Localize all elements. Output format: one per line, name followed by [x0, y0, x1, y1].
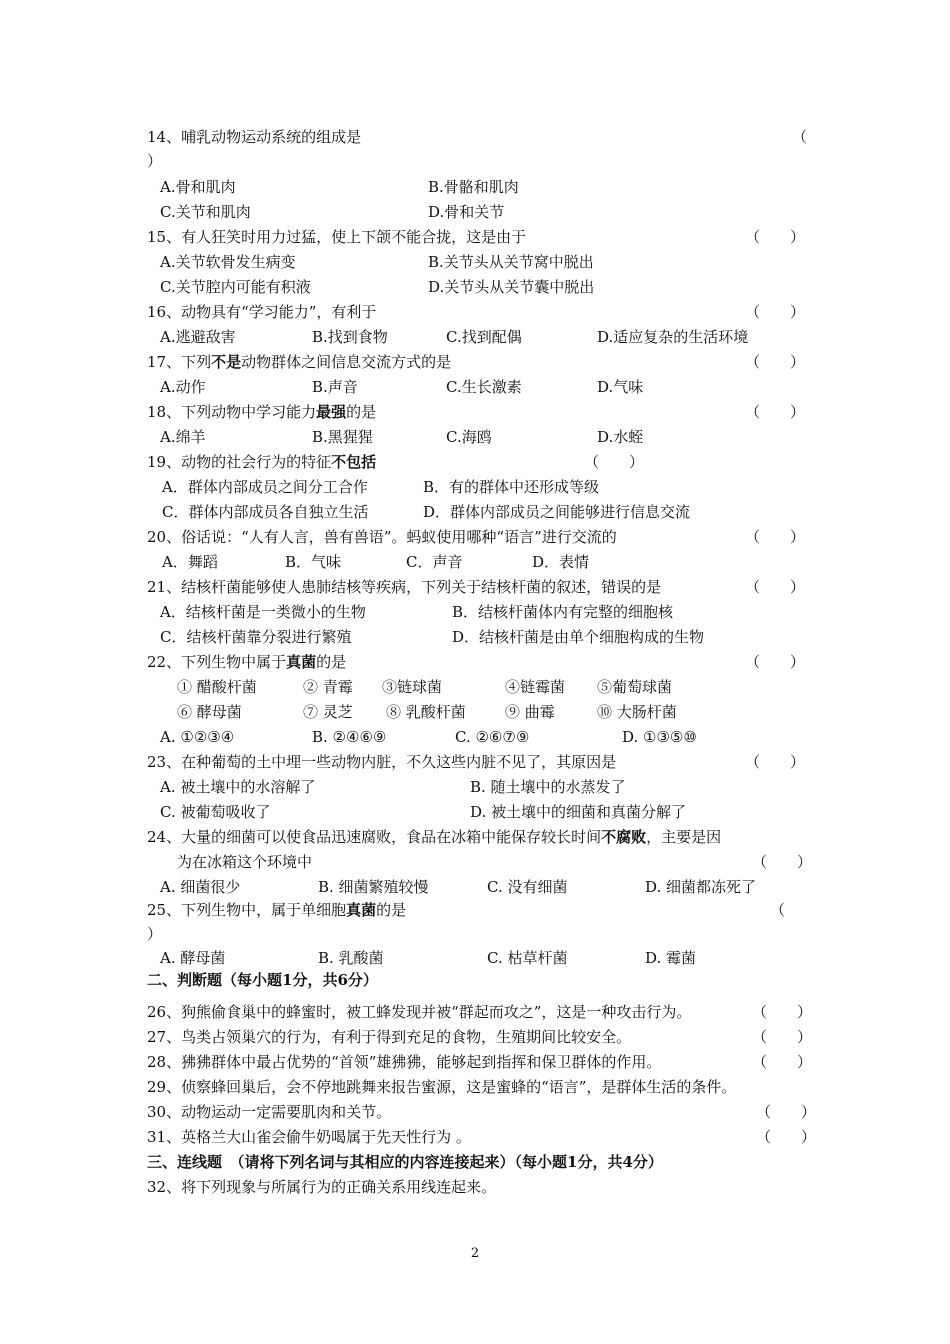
q24-option-d: D. 细菌都冻死了: [645, 878, 757, 896]
q20-answer-paren: （ ）: [745, 528, 806, 546]
q17-answer-paren: （ ）: [745, 353, 806, 371]
q14-option-a: A.骨和肌肉: [160, 178, 236, 196]
q22-item: ① 醋酸杆菌: [177, 678, 257, 696]
q15-stem: 15、有人狂笑时用力过猛，使上下颌不能合拢，这是由于: [147, 228, 527, 246]
q20-option-d: D．表情: [532, 553, 590, 571]
q21-option-d: D．结核杆菌是由单个细胞构成的生物: [452, 628, 705, 646]
q18-stem: 18、下列动物中学习能力最强的是: [147, 403, 377, 421]
q19-option-b: B．有的群体中还形成等级: [423, 478, 600, 496]
q15-option-c: C.关节腔内可能有积液: [160, 278, 311, 296]
q24-option-c: C. 没有细菌: [487, 878, 568, 896]
q18-answer-paren: （ ）: [745, 403, 806, 421]
q26-text: 26、狗熊偷食巢中的蜂蜜时，被工蜂发现并被“群起而攻之”，这是一种攻击行为。: [147, 1003, 692, 1021]
q24-stem-cont: 为在冰箱这个环境中: [177, 853, 313, 871]
page-number: 2: [470, 1246, 480, 1261]
q25-option-b: B. 乳酸菌: [318, 949, 384, 967]
q15-option-b: B.关节头从关节窝中脱出: [428, 253, 594, 271]
q22-option-d: D. ①③⑤⑩: [622, 728, 697, 746]
q16-option-b: B.找到食物: [312, 328, 388, 346]
q16-option-c: C.找到配偶: [446, 328, 522, 346]
q17-stem: 17、下列不是动物群体之间信息交流方式的是: [147, 353, 452, 371]
q22-item: ⑩ 大肠杆菌: [597, 703, 677, 721]
q22-item: ② 青霉: [303, 678, 353, 696]
q23-option-d: D. 被土壤中的细菌和真菌分解了: [470, 803, 687, 821]
q22-item: ⑦ 灵芝: [303, 703, 353, 721]
q22-option-b: B. ②④⑥⑨: [312, 728, 387, 746]
q14-paren-close: ）: [147, 152, 163, 170]
q22-stem: 22、下列生物中属于真菌的是: [147, 653, 347, 671]
q21-option-a: A．结核杆菌是一类微小的生物: [160, 603, 366, 621]
q19-stem: 19、动物的社会行为的特征不包括: [147, 453, 377, 471]
q30-answer-paren: （ ）: [756, 1103, 817, 1121]
q22-item: ⑤葡萄球菌: [597, 678, 673, 696]
q20-option-b: B．气味: [285, 553, 342, 571]
q19-option-a: A．群体内部成员之间分工合作: [162, 478, 368, 496]
q22-option-c: C. ②⑥⑦⑨: [455, 728, 530, 746]
q23-option-a: A. 被土壤中的水溶解了: [160, 778, 316, 796]
q24-stem: 24、大量的细菌可以使食品迅速腐败，食品在冰箱中能保存较长时间不腐败，主要是因: [147, 828, 722, 846]
q25-stem: 25、下列生物中，属于单细胞真菌的是: [147, 901, 407, 919]
q21-stem: 21、结核杆菌能够使人患肺结核等疾病，下列关于结核杆菌的叙述，错误的是: [147, 578, 662, 596]
q17-option-d: D.气味: [597, 378, 644, 396]
q20-stem: 20、俗话说：“人有人言，兽有兽语”。蚂蚁使用哪种“语言”进行交流的: [147, 528, 617, 546]
section-3-heading: 三、连线题 （请将下列名词与其相应的内容连接起来）（每小题1分，共4分）: [147, 1153, 663, 1171]
q16-option-a: A.逃避敌害: [160, 328, 236, 346]
q22-item: ④链霉菌: [505, 678, 566, 696]
q18-option-b: B.黑猩猩: [312, 428, 373, 446]
q17-option-c: C.生长激素: [446, 378, 522, 396]
q26-answer-paren: （ ）: [752, 1003, 813, 1021]
q22-option-a: A. ①②③④: [160, 728, 235, 746]
q14-paren-open: （: [792, 128, 808, 146]
q17-option-a: A.动作: [160, 378, 206, 396]
q14-stem: 14、哺乳动物运动系统的组成是: [147, 128, 362, 146]
q19-option-c: C．群体内部成员各自独立生活: [162, 503, 369, 521]
q17-option-b: B.声音: [312, 378, 358, 396]
q23-option-c: C. 被葡萄吸收了: [160, 803, 271, 821]
q20-option-c: C．声音: [406, 553, 463, 571]
q22-item: ⑨ 曲霉: [505, 703, 555, 721]
q15-option-d: D.关节头从关节囊中脱出: [428, 278, 595, 296]
q28-answer-paren: （ ）: [752, 1053, 813, 1071]
q25-paren-close: ）: [147, 925, 163, 943]
q14-option-c: C.关节和肌肉: [160, 203, 251, 221]
q27-answer-paren: （ ）: [752, 1028, 813, 1046]
q20-option-a: A．舞蹈: [162, 553, 218, 571]
q16-option-d: D.适应复杂的生活环境: [597, 328, 749, 346]
q22-item: ⑥ 酵母菌: [177, 703, 242, 721]
q16-answer-paren: （ ）: [745, 303, 806, 321]
q27-text: 27、鸟类占领巢穴的行为，有利于得到充足的食物，生殖期间比较安全。: [147, 1028, 632, 1046]
q18-option-a: A.绵羊: [160, 428, 206, 446]
q19-answer-paren: （ ）: [584, 453, 645, 471]
q23-answer-paren: （ ）: [745, 753, 806, 771]
q16-stem: 16、动物具有“学习能力”，有利于: [147, 303, 377, 321]
q31-text: 31、英格兰大山雀会偷牛奶喝属于先天性行为 。: [147, 1128, 471, 1146]
q14-option-d: D.骨和关节: [428, 203, 505, 221]
q24-answer-paren: （ ）: [752, 853, 813, 871]
q22-item: ⑧ 乳酸杆菌: [386, 703, 466, 721]
q31-answer-paren: （ ）: [756, 1128, 817, 1146]
q18-option-d: D.水蛭: [597, 428, 644, 446]
q23-option-b: B. 随土壤中的水蒸发了: [470, 778, 626, 796]
q32-text: 32、将下列现象与所属行为的正确关系用线连起来。: [147, 1178, 497, 1196]
q25-paren-open: （: [770, 901, 786, 919]
q25-option-c: C. 枯草杆菌: [487, 949, 568, 967]
q21-option-b: B．结核杆菌体内有完整的细胞核: [452, 603, 674, 621]
q25-option-a: A. 酵母菌: [160, 949, 226, 967]
q21-option-c: C．结核杆菌靠分裂进行繁殖: [160, 628, 352, 646]
q24-option-a: A. 细菌很少: [160, 878, 241, 896]
q30-text: 30、动物运动一定需要肌肉和关节。: [147, 1103, 392, 1121]
q22-item: ③链球菌: [382, 678, 443, 696]
q14-option-b: B.骨骼和肌肉: [428, 178, 519, 196]
q19-option-d: D．群体内部成员之间能够进行信息交流: [423, 503, 691, 521]
q21-answer-paren: （ ）: [745, 578, 806, 596]
q29-text: 29、侦察蜂回巢后，会不停地跳舞来报告蜜源，这是蜜蜂的“语言”，是群体生活的条件。: [147, 1078, 737, 1096]
q22-answer-paren: （ ）: [745, 653, 806, 671]
q28-text: 28、狒狒群体中最占优势的“首领”雄狒狒，能够起到指挥和保卫群体的作用。: [147, 1053, 662, 1071]
q15-option-a: A.关节软骨发生病变: [160, 253, 296, 271]
q24-option-b: B. 细菌繁殖较慢: [318, 878, 429, 896]
section-2-heading: 二、判断题（每小题1分，共6分）: [147, 971, 378, 989]
q18-option-c: C.海鸥: [446, 428, 492, 446]
q15-answer-paren: （ ）: [745, 228, 806, 246]
q23-stem: 23、在种葡萄的土中埋一些动物内脏，不久这些内脏不见了，其原因是: [147, 753, 617, 771]
q25-option-d: D. 霉菌: [645, 949, 697, 967]
